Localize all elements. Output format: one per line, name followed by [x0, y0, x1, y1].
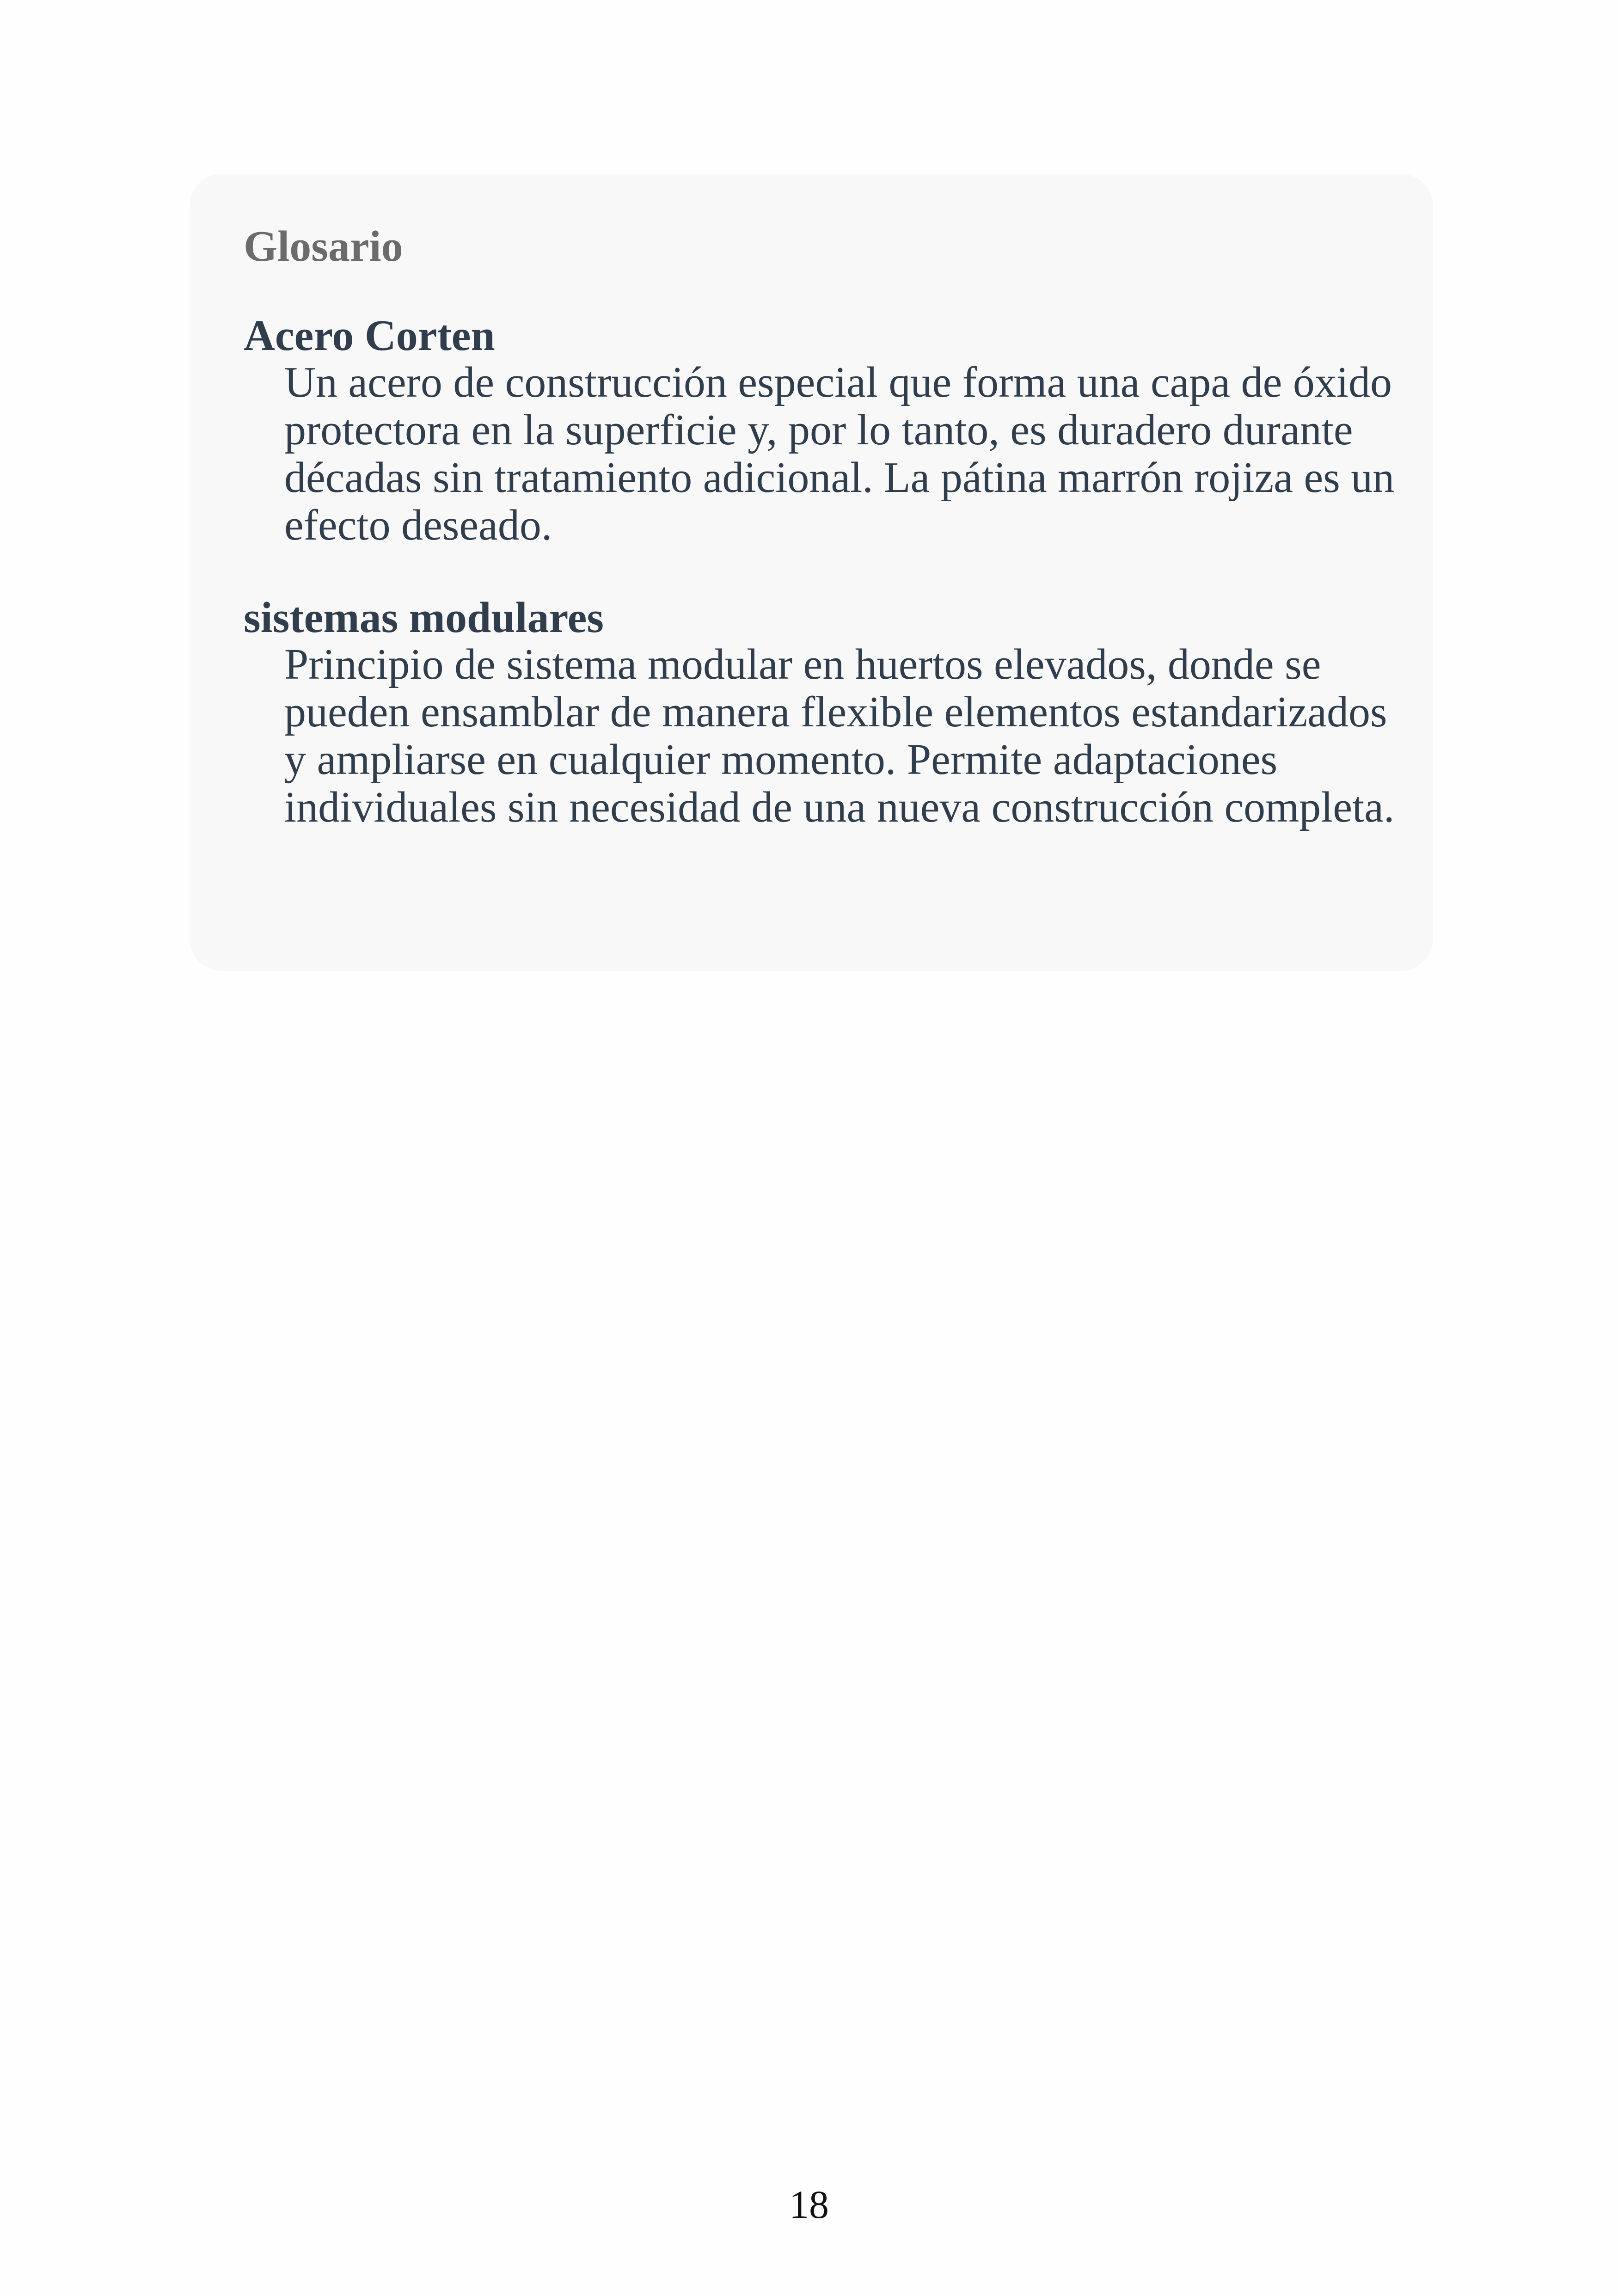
- glossary-definition: Un acero de construcción especial que forma una capa de óxido protectora en la superficie y, por lo tanto, es duradero durante décadas sin tratamiento adicional. La pátina marrón rojiza es un efecto deseado.: [284, 358, 1395, 549]
- glossary-definition: Principio de sistema modular en huertos elevados, donde se pueden ensamblar de manera flexible elementos estandarizados y ampliarse en cualquier momento. Permite adaptaciones individuales sin necesidad de una nueva construcción completa.: [284, 640, 1395, 831]
- glossary-term: sistemas modulares: [244, 594, 604, 642]
- glossary-title: Glosario: [244, 222, 403, 270]
- page-number: 18: [789, 2182, 829, 2227]
- glossary-entry-acero-corten: [244, 313, 1409, 549]
- glossary-entry-sistemas-modulares: [244, 595, 1409, 831]
- glossary-term: Acero Corten: [244, 312, 495, 360]
- glossary-box: [190, 174, 1433, 971]
